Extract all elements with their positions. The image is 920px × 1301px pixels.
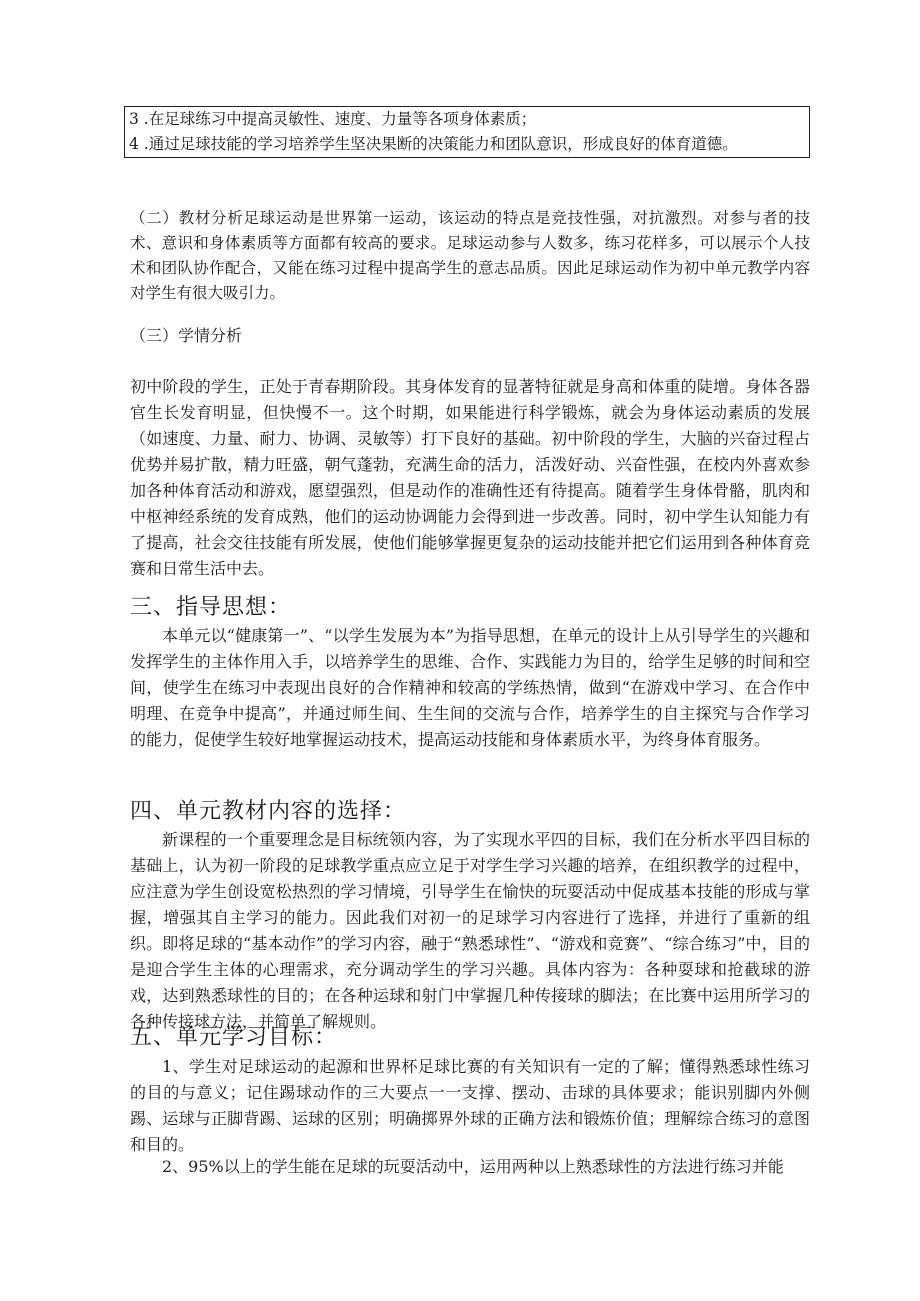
content-selection-heading: 四、单元教材内容的选择： — [130, 799, 407, 824]
learner-analysis-paragraph: 初中阶段的学生，正处于青春期阶段。其身体发育的显著特征就是身高和体重的陡增。身体各器官生长发育明显，但快慢不一。这个时期，如果能进行科学锻炼，就会为身体运动素质的发展（如速度、力量、耐力、协调、灵敏等）打下良好的基础。初中阶段的学生，大脑的兴奋过程占优势并易扩散，精力旺盛，朝气蓬勃，充满生命的活力，活泼好动、兴奋性强，在校内外喜欢参加各种体育活动和游戏，愿望强烈，但是动作的准确性还有待提高。随着学生身体骨骼，肌肉和中枢神经系统的发育成熟，他们的运动协调能力会得到进一步改善。同时，初中学生认知能力有了提高，社会交往技能有所发展，使他们能够掌握更复杂的运动技能并把它们运用到各种体育竞赛和日常生活中去。 — [130, 377, 810, 578]
learner-analysis-heading: （三）学情分析 — [130, 326, 243, 345]
content-selection-paragraph: 新课程的一个重要理念是目标统领内容，为了实现水平四的目标，我们在分析水平四目标的基础上，认为初一阶段的足球教学重点应立足于对学生学习兴趣的培养，在组织教学的过程中，应注意为学生创设宽松热烈的学习情境，引导学生在愉快的玩耍活动中促成基本技能的形成与掌握，增强其自主学习的能力。因此我们对初一的足球学习内容进行了选择，并进行了重新的组织。即将足球的“基本动作”的学习内容，融于“熟悉球性”、“游戏和竞赛”、“综合练习”中，目的是迎合学生主体的心理需求，充分调动学生的学习兴趣。具体内容为：各种耍球和抢截球的游戏，达到熟悉球性的目的；在各种运球和射门中掌握几种传接球的脚法；在比赛中运用所学习的各种传接球方法，并简单了解规则。 — [130, 830, 810, 1031]
objectives-box — [124, 106, 810, 158]
objective-item-3: 3 .在足球练习中提高灵敏性、速度、力量等各项身体素质； — [129, 110, 537, 128]
learning-goals-heading: 五、单元学习目标： — [130, 1025, 338, 1050]
learning-goal-1: 1、学生对足球运动的起源和世界杯足球比赛的有关知识有一定的了解；懂得熟悉球性练习的目的与意义；记住踢球动作的三大要点一一支撑、摆动、击球的具体要求；能识别脚内外侧踢、运球与正脚背踢、运球的区别；明确掷界外球的正确方法和锻炼价值；理解综合练习的意图和目的。 — [130, 1057, 810, 1154]
learning-goal-2: 2、95%以上的学生能在足球的玩耍活动中，运用两种以上熟悉球性的方法进行练习并能 — [162, 1157, 784, 1176]
material-analysis-paragraph: （二）教材分析足球运动是世界第一运动，该运动的特点是竞技性强，对抗激烈。对参与者的技术、意识和身体素质等方面都有较高的要求。足球运动参与人数多，练习花样多，可以展示个人技术和团队协作配合，又能在练习过程中提高学生的意志品质。因此足球运动作为初中单元教学内容对学生有很大吸引力。 — [130, 209, 810, 302]
guiding-idea-heading: 三、指导思想： — [130, 595, 292, 620]
guiding-idea-paragraph: 本单元以“健康第一”、“以学生发展为本”为指导思想，在单元的设计上从引导学生的兴趣和发挥学生的主体作用入手，以培养学生的思维、合作、实践能力为目的，给学生足够的时间和空间，使学生在练习中表现出良好的合作精神和较高的学练热情，做到“在游戏中学习、在合作中明理、在竞争中提高”，并通过师生间、生生间的交流与合作，培养学生的自主探究与合作学习的能力，促使学生较好地掌握运动技术，提高运动技能和身体素质水平，为终身体育服务。 — [130, 626, 810, 749]
objective-item-4: 4 .通过足球技能的学习培养学生坚决果断的决策能力和团队意识，形成良好的体育道德。 — [129, 135, 738, 153]
